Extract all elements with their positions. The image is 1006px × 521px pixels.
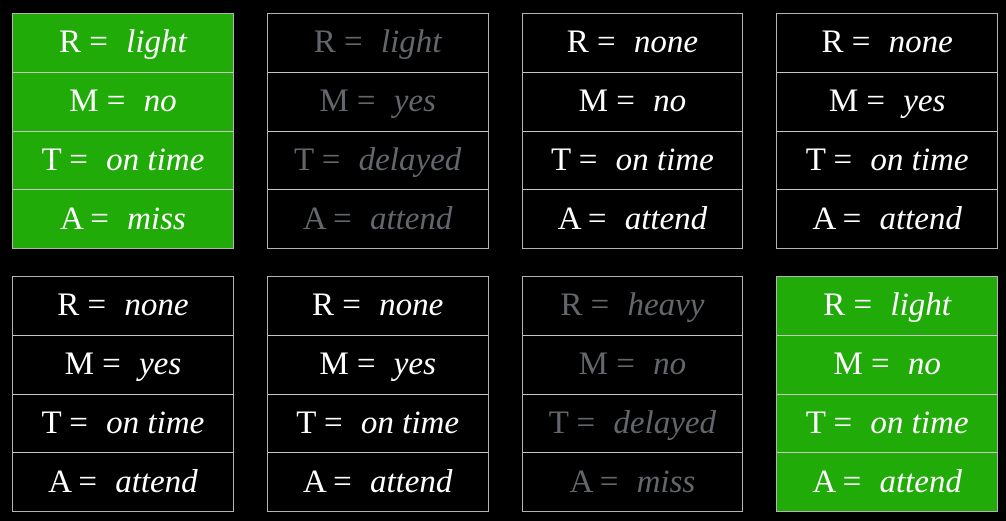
variable-value: on time [360, 404, 459, 441]
variable-label: M = [69, 83, 126, 120]
variable-value: none [124, 287, 189, 324]
variable-value: light [380, 24, 442, 61]
assignment-row [13, 72, 233, 131]
variable-value: light [890, 287, 951, 324]
variable-label: R = [313, 24, 363, 61]
sample-card-3 [522, 13, 744, 249]
variable-value: no [143, 83, 177, 120]
variable-label: R = [57, 287, 107, 324]
variable-label: T = [296, 404, 343, 441]
variable-label: A = [812, 463, 862, 500]
assignment-row [268, 131, 488, 190]
variable-label: T = [805, 404, 853, 441]
assignment-row [777, 394, 997, 453]
variable-value: none [379, 287, 444, 324]
variable-label: A = [302, 463, 352, 500]
variable-value: miss [127, 200, 186, 237]
assignment-row [13, 14, 233, 72]
assignment-row [13, 189, 233, 248]
variable-value: no [907, 346, 941, 383]
variable-value: attend [369, 200, 453, 237]
variable-label: M = [828, 83, 886, 120]
variable-label: T = [41, 404, 88, 441]
variable-label: A = [569, 463, 619, 500]
assignment-row [268, 452, 488, 511]
assignment-row [777, 189, 997, 248]
variable-value: attend [879, 200, 962, 237]
assignment-row [13, 131, 233, 190]
assignment-row [268, 72, 488, 131]
variable-label: A = [59, 200, 109, 237]
assignment-row [523, 335, 743, 394]
assignment-row [268, 189, 488, 248]
variable-value: no [653, 83, 687, 120]
assignment-row [777, 72, 997, 131]
variable-value: delayed [613, 404, 717, 441]
variable-label: R = [821, 24, 871, 61]
variable-label: R = [823, 287, 873, 324]
variable-value: on time [870, 404, 969, 441]
assignment-row [777, 131, 997, 190]
variable-value: attend [879, 463, 962, 500]
assignment-row [777, 452, 997, 511]
sample-card-2 [267, 13, 489, 249]
variable-label: T = [548, 404, 596, 441]
variable-value: yes [393, 83, 436, 120]
sample-card-7 [522, 276, 744, 512]
variable-label: A = [812, 200, 862, 237]
variable-value: none [888, 24, 953, 61]
variable-value: miss [636, 463, 696, 500]
variable-label: R = [59, 24, 108, 61]
variable-value: attend [369, 463, 453, 500]
variable-value: attend [115, 463, 198, 500]
variable-label: M = [578, 346, 635, 383]
assignment-row [13, 277, 233, 335]
assignment-row [13, 394, 233, 453]
variable-label: A = [48, 463, 97, 500]
variable-value: on time [870, 141, 969, 178]
assignment-row [523, 72, 743, 131]
assignment-row [268, 14, 488, 72]
variable-value: on time [106, 141, 205, 178]
assignment-row [523, 189, 743, 248]
variable-value: no [653, 346, 687, 383]
assignment-row [268, 394, 488, 453]
variable-label: R = [566, 24, 616, 61]
variable-label: R = [560, 287, 610, 324]
assignment-row [523, 131, 743, 190]
assignment-row [777, 335, 997, 394]
variable-label: T = [805, 141, 853, 178]
variable-value: on time [106, 404, 205, 441]
assignment-row [523, 14, 743, 72]
sample-card-1 [12, 13, 234, 249]
variable-label: M = [64, 346, 121, 383]
variable-label: M = [833, 346, 890, 383]
assignment-row [777, 14, 997, 72]
variable-label: T = [41, 141, 88, 178]
variable-value: on time [615, 141, 714, 178]
variable-label: M = [319, 83, 376, 120]
variable-value: none [633, 24, 699, 61]
variable-value: delayed [358, 141, 462, 178]
assignment-row [523, 452, 743, 511]
variable-label: R = [311, 287, 361, 324]
sample-card-8 [776, 276, 998, 512]
variable-value: attend [624, 200, 708, 237]
variable-value: heavy [627, 287, 705, 324]
variable-label: M = [578, 83, 635, 120]
variable-value: yes [139, 346, 182, 383]
variable-label: T = [293, 141, 341, 178]
sample-card-5 [12, 276, 234, 512]
assignment-row [777, 277, 997, 335]
variable-label: T = [550, 141, 598, 178]
sample-card-4 [776, 13, 998, 249]
assignment-row [268, 277, 488, 335]
assignment-row [268, 335, 488, 394]
variable-value: light [126, 24, 187, 61]
assignment-row [13, 452, 233, 511]
sample-card-6 [267, 276, 489, 512]
variable-label: A = [302, 200, 352, 237]
variable-value: yes [903, 83, 946, 120]
variable-value: yes [393, 346, 436, 383]
assignment-row [523, 394, 743, 453]
variable-label: M = [319, 346, 376, 383]
assignment-row [523, 277, 743, 335]
assignment-row [13, 335, 233, 394]
variable-label: A = [557, 200, 607, 237]
